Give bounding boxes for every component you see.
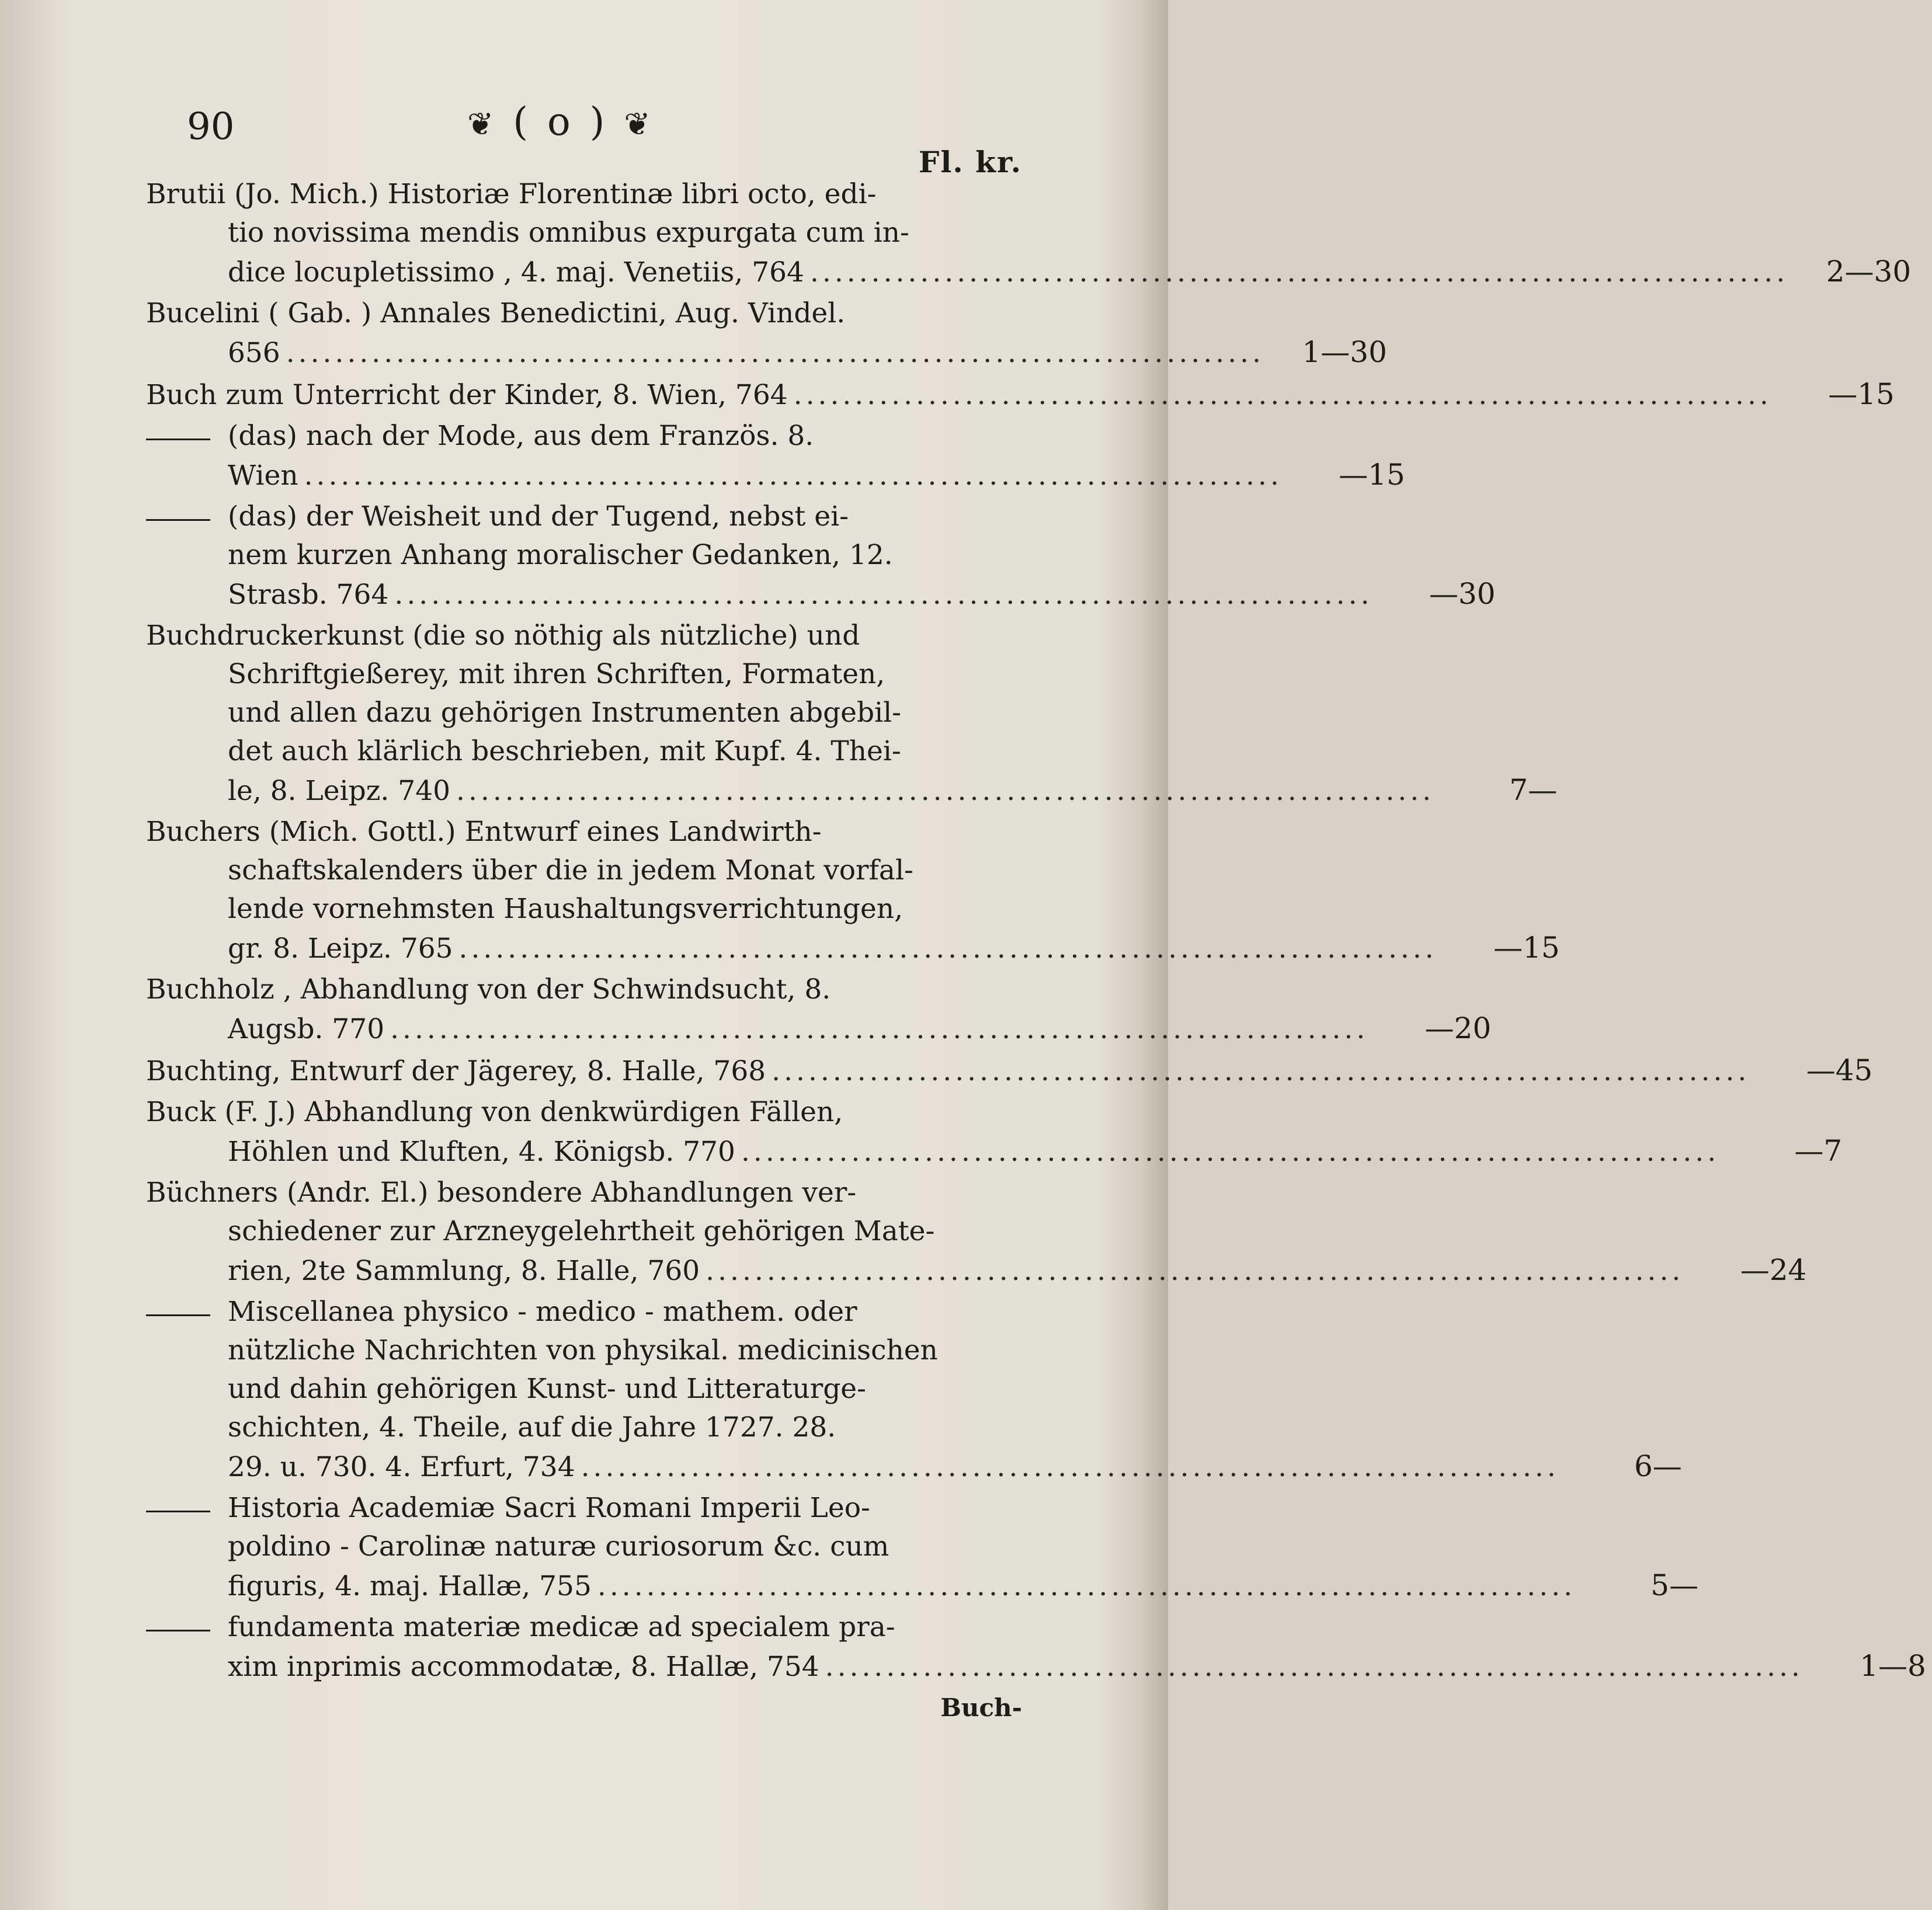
- entry-text: 656: [228, 337, 280, 369]
- entry-line: [146, 694, 1022, 732]
- entry-text: Buchers (Mich. Gottl.) Entwurf eines Landwirth-: [146, 816, 822, 848]
- dot-leader: ................................................................................: [304, 460, 1283, 492]
- entry-text: le, 8. Leipz. 740: [228, 775, 451, 807]
- page-number: 90: [187, 105, 235, 148]
- entry-text: Buchting, Entwurf der Jägerey, 8. Halle, 768: [146, 1055, 766, 1087]
- entry-line: [146, 1528, 1022, 1566]
- entry-line: [146, 1132, 1843, 1170]
- entry-text: und allen dazu gehörigen Instrumenten abgebil-: [228, 697, 902, 729]
- entry-text: tio novissima mendis omnibus expurgata cum in-: [228, 217, 909, 249]
- ditto-dash: [146, 439, 210, 440]
- dot-leader: ................................................................................: [581, 1451, 1559, 1483]
- entry-text: schiedener zur Arzneygelehrtheit gehörigen Mate-: [228, 1215, 935, 1247]
- entry-text: fundamenta materiæ medicæ ad specialem pra-: [228, 1611, 895, 1643]
- entry-line: [146, 1608, 1022, 1647]
- ditto-dash: [146, 1630, 210, 1631]
- entry-text: 29. u. 730. 4. Erfurt, 734: [228, 1451, 575, 1483]
- entry-text: schichten, 4. Theile, auf die Jahre 1727. 28.: [228, 1411, 836, 1443]
- entry-line: [146, 1051, 1873, 1090]
- entry-price: 5—: [1650, 1568, 1699, 1602]
- catalog-entry: [146, 813, 1560, 967]
- page-header: [187, 93, 1005, 163]
- catalog-entry: [146, 294, 1387, 371]
- entry-text: det auch klärlich beschrieben, mit Kupf. 4. Thei-: [228, 735, 901, 767]
- currency-column-header: Fl. kr.: [918, 145, 1022, 179]
- entry-line: [146, 1212, 1022, 1251]
- signature-mark: [467, 99, 654, 144]
- entry-line: [146, 928, 1560, 967]
- entry-price: —24: [1740, 1253, 1807, 1287]
- ditto-dash: [146, 1511, 210, 1512]
- entry-text: und dahin gehörigen Kunst- und Litteraturge-: [228, 1373, 867, 1405]
- dot-leader: ................................................................................: [793, 379, 1772, 411]
- catalog-entry: [146, 1051, 1873, 1090]
- entry-line: [146, 1489, 1022, 1528]
- entry-text: Strasb. 764: [228, 579, 389, 611]
- entry-line: [146, 1251, 1807, 1289]
- entry-line: [146, 1174, 1022, 1212]
- ornament-right-icon: ❦: [624, 106, 654, 142]
- entry-text: Wien: [228, 460, 298, 492]
- entry-price: —15: [1828, 377, 1895, 411]
- catchword: Buch-: [940, 1693, 1022, 1722]
- entry-line: [146, 575, 1496, 613]
- dot-leader: ................................................................................: [741, 1136, 1720, 1168]
- entry-line: [146, 214, 1022, 252]
- catalog-entry: [146, 1093, 1843, 1170]
- catalog-entry: [146, 497, 1496, 613]
- catalog-entry: [146, 375, 1895, 413]
- entry-price: 2—30: [1826, 255, 1912, 288]
- entry-line: [146, 890, 1022, 928]
- catalog-entry: [146, 1608, 1926, 1685]
- entry-text: Schriftgießerey, mit ihren Schriften, Formaten,: [228, 658, 885, 690]
- entry-text: nem kurzen Anhang moralischer Gedanken, 12.: [228, 539, 893, 571]
- entry-line: [146, 1293, 1022, 1331]
- entry-line: [146, 1447, 1682, 1485]
- entry-text: Büchners (Andr. El.) besondere Abhandlungen ver-: [146, 1177, 857, 1209]
- entry-line: [146, 175, 1022, 214]
- entry-line: [146, 1331, 1022, 1370]
- entry-text: Buck (F. J.) Abhandlung von denkwürdigen Fällen,: [146, 1096, 843, 1128]
- entry-text: Historia Academiæ Sacri Romani Imperii Leo-: [228, 1492, 870, 1524]
- signature-text: ( o ): [513, 99, 609, 144]
- entry-text: schaftskalenders über die in jedem Monat vorfal-: [228, 854, 913, 886]
- entry-line: [146, 732, 1022, 771]
- dot-leader: ................................................................................: [458, 933, 1437, 965]
- entry-line: [146, 536, 1022, 575]
- entry-line: [146, 1647, 1926, 1685]
- entry-text: Brutii (Jo. Mich.) Historiæ Florentinæ libri octo, edi-: [146, 178, 877, 210]
- entry-line: [146, 1566, 1699, 1605]
- entry-line: [146, 813, 1022, 851]
- entry-price: —7: [1794, 1134, 1843, 1168]
- entry-text: gr. 8. Leipz. 765: [228, 933, 453, 965]
- entry-price: 6—: [1634, 1449, 1682, 1483]
- entry-line: [146, 375, 1895, 413]
- entry-price: —15: [1339, 458, 1405, 492]
- entry-line: [146, 497, 1022, 536]
- entry-line: [146, 655, 1022, 694]
- dot-leader: ................................................................................: [456, 775, 1435, 807]
- entry-line: [146, 294, 1022, 333]
- entry-text: (das) nach der Mode, aus dem Französ. 8.: [228, 420, 814, 452]
- entry-price: 7—: [1509, 773, 1558, 807]
- catalog-entry: [146, 617, 1558, 809]
- entry-text: poldino - Carolinæ naturæ curiosorum &c. cum: [228, 1530, 889, 1563]
- catalog-entry: [146, 175, 1912, 291]
- catalog-entry: [146, 1293, 1682, 1485]
- entry-text: rien, 2te Sammlung, 8. Halle, 760: [228, 1255, 700, 1287]
- ditto-dash: [146, 1314, 210, 1316]
- entry-text: nützliche Nachrichten von physikal. medicinischen: [228, 1334, 938, 1366]
- entry-text: Buchholz , Abhandlung von der Schwindsucht, 8.: [146, 973, 831, 1006]
- catalog-entry: [146, 1174, 1807, 1289]
- entry-text: Buch zum Unterricht der Kinder, 8. Wien, 764: [146, 379, 788, 411]
- entry-text: Augsb. 770: [228, 1013, 385, 1045]
- entry-line: [146, 417, 1022, 455]
- entry-line: [146, 771, 1558, 809]
- catalog-list: [146, 175, 1926, 1689]
- entry-text: xim inprimis accommodatæ, 8. Hallæ, 754: [228, 1651, 819, 1683]
- entry-text: lende vornehmsten Haushaltungsverrichtungen,: [228, 893, 904, 925]
- entry-text: (das) der Weisheit und der Tugend, nebst ei-: [228, 500, 849, 533]
- entry-price: —20: [1424, 1011, 1492, 1045]
- dot-leader: ................................................................................: [772, 1055, 1750, 1087]
- ornament-left-icon: ❦: [467, 106, 498, 142]
- dot-leader: ................................................................................: [390, 1013, 1369, 1045]
- ditto-dash: [146, 519, 210, 521]
- dot-leader: ................................................................................: [286, 337, 1264, 369]
- entry-price: 1—8: [1860, 1649, 1926, 1683]
- entry-text: figuris, 4. maj. Hallæ, 755: [228, 1570, 592, 1602]
- entry-line: [146, 1009, 1492, 1048]
- entry-line: [146, 851, 1022, 890]
- entry-line: [146, 1093, 1022, 1132]
- catalog-entry: [146, 970, 1492, 1048]
- entry-line: [146, 333, 1387, 371]
- dot-leader: ................................................................................: [706, 1255, 1684, 1287]
- entry-line: [146, 1370, 1022, 1408]
- entry-line: [146, 1408, 1022, 1447]
- entry-line: [146, 617, 1022, 655]
- dot-leader: ................................................................................: [394, 579, 1373, 611]
- entry-line: [146, 970, 1022, 1009]
- entry-line: [146, 455, 1405, 494]
- entry-text: Höhlen und Kluften, 4. Königsb. 770: [228, 1136, 735, 1168]
- entry-price: —30: [1429, 577, 1496, 611]
- catalog-entry: [146, 417, 1405, 494]
- catalog-entry: [146, 1489, 1699, 1605]
- entry-price: —15: [1493, 931, 1560, 965]
- entry-text: Buchdruckerkunst (die so nöthig als nützliche) und: [146, 620, 860, 652]
- entry-text: dice locupletissimo , 4. maj. Venetiis, 764: [228, 256, 804, 288]
- dot-leader: ................................................................................: [809, 256, 1789, 288]
- entry-price: 1—30: [1302, 335, 1387, 369]
- entry-line: [146, 252, 1912, 291]
- entry-text: Bucelini ( Gab. ) Annales Benedictini, Aug. Vindel.: [146, 297, 846, 329]
- dot-leader: ................................................................................: [597, 1570, 1576, 1602]
- dot-leader: ................................................................................: [825, 1651, 1804, 1683]
- entry-text: Miscellanea physico - medico - mathem. oder: [228, 1296, 857, 1328]
- entry-price: —45: [1806, 1053, 1873, 1087]
